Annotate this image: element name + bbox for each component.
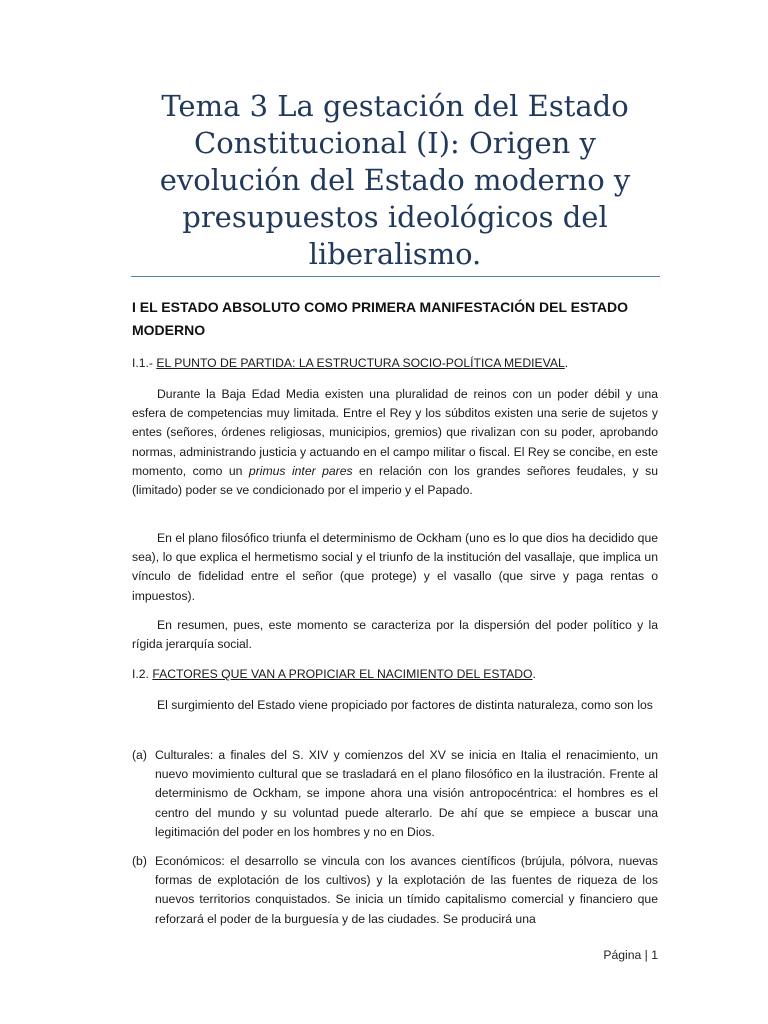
subsection-number: I.2. xyxy=(132,667,153,681)
list-marker: (a) xyxy=(132,748,147,762)
document-title: Tema 3 La gestación del Estado Constitucional (I): Origen y evolución del Estado moderno y presupuestos ideológicos del liberalismo. xyxy=(159,89,631,271)
list-text: Culturales: a finales del S. XIV y comienzos del XV se inicia en Italia el renacimiento, un nuevo movimiento cultural que se trasladará en el plano filosófico en la ilustración. Frente al determinismo de Ockham, se impone ahora una visión antropocéntrica: el hombres es el centro del mundo y su voluntad puede alterarlo. De ahí que se empiece a buscar una legitimación del poder en los hombres y no en Dios. xyxy=(155,748,658,839)
paragraph-2: En el plano filosófico triunfa el determinismo de Ockham (uno es lo que dios ha decidido que sea), lo que explica el hermetismo social y el triunfo de la institución del vasallaje, que implica un vínculo de fidelidad entre el señor (que protege) y el vasallo (que sirve y paga rentas o impuestos). xyxy=(132,531,658,603)
title-divider xyxy=(131,276,660,277)
section-heading: I EL ESTADO ABSOLUTO COMO PRIMERA MANIFESTACIÓN DEL ESTADO MODERNO xyxy=(132,299,628,338)
paragraph-1: Durante la Baja Edad Media existen una pluralidad de reinos con un poder débil y una esfera de competencias muy limitada. Entre el Rey y los súbditos existen una serie de sujetos y entes (señores, órdenes religiosas, municipios, gremios) que rivalizan con su poder, aprobando normas, administrando justicia y actuando en el campo militar o fiscal. El Rey se concibe, en este momento, como un primus inter pares en relación con los grandes señores feudales, y su (limitado) poder se ve condicionado por el imperio y el Papado. xyxy=(132,387,658,498)
subsection-title: FACTORES QUE VAN A PROPICIAR EL NACIMIENTO DEL ESTADO xyxy=(152,667,533,681)
paragraph-4: El surgimiento del Estado viene propiciado por factores de distinta naturaleza, como son los xyxy=(157,698,653,712)
list-text: Económicos: el desarrollo se vincula con los avances científicos (brújula, pólvora, nuevas formas de explotación de los cultivos) y la explotación de las fuentes de riqueza de los nuevos territorios conquistados. Se inicia un tímido capitalismo comercial y financiero que reforzará el poder de la burguesía y de las ciudades. Se producirá una xyxy=(155,854,658,926)
subsection-title: EL PUNTO DE PARTIDA: LA ESTRUCTURA SOCIO-POLÍTICA MEDIEVAL xyxy=(156,356,565,370)
list-marker: (b) xyxy=(132,854,147,868)
subsection-number: I.1.- xyxy=(132,356,157,370)
italic-term: primus inter pares xyxy=(248,463,353,478)
paragraph-3: En resumen, pues, este momento se caracteriza por la dispersión del poder político y la rígida jerarquía social. xyxy=(132,618,658,652)
page-number: Página | 1 xyxy=(603,948,658,962)
subsection-heading-2: I.2. FACTORES QUE VAN A PROPICIAR EL NACIMIENTO DEL ESTADO. xyxy=(132,667,536,681)
subsection-heading-1: I.1.- EL PUNTO DE PARTIDA: LA ESTRUCTURA SOCIO-POLÍTICA MEDIEVAL. xyxy=(132,356,569,370)
